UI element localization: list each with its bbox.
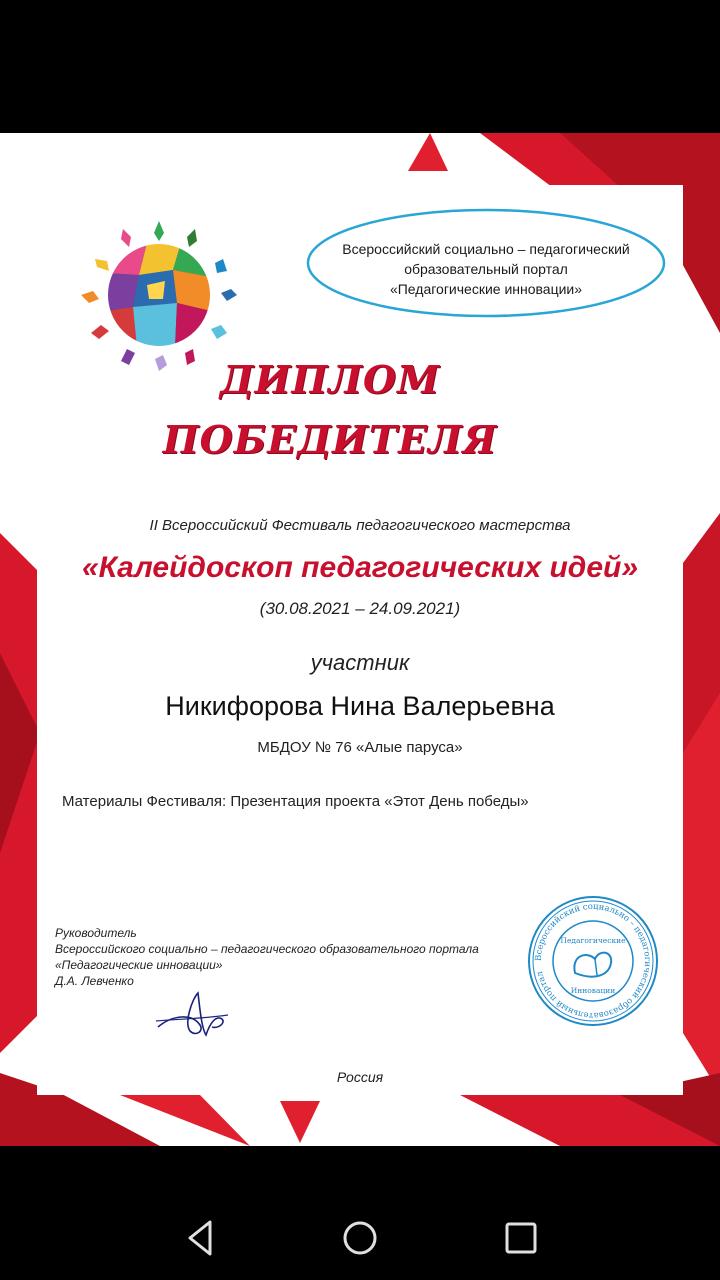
svg-text:Всероссийский социально – педа <box>534 902 652 1020</box>
stamp-center-bottom: Инновации <box>570 986 616 995</box>
handwritten-signature-icon <box>152 985 232 1045</box>
festival-dates: (30.08.2021 – 24.09.2021) <box>259 599 461 618</box>
back-triangle-icon[interactable] <box>184 1218 216 1258</box>
portal-name <box>305 239 667 299</box>
portal-stamp-icon <box>525 893 661 1029</box>
festival-name: «Калейдоскоп педагогических идей» <box>81 551 639 584</box>
image-viewer[interactable] <box>0 133 720 1146</box>
signatory-line-4: Д.А. Левченко <box>55 974 134 988</box>
awardee-name: Никифорова Нина Валерьевна <box>165 691 555 721</box>
mosaic-logo-icon <box>77 215 247 375</box>
country-label: Россия <box>336 1069 384 1085</box>
recents-square-icon[interactable] <box>504 1218 538 1258</box>
diploma-title-line-2: ПОБЕДИТЕЛЯ <box>162 417 498 462</box>
stamp-ring-text: Всероссийский социально – педагогический образовательный портал <box>533 901 653 1021</box>
stamp-center-top: Педагогические <box>560 936 626 945</box>
diploma-card <box>37 185 683 1095</box>
participant-role: участник <box>310 650 410 675</box>
festival-line: II Всероссийский Фестиваль педагогического мастерства <box>149 517 571 534</box>
signatory-line-2: Всероссийского социально – педагогического образовательного портала <box>55 942 479 956</box>
festival-materials: Материалы Фестиваля: Презентация проекта «Этот День победы» <box>62 793 529 810</box>
signatory-block <box>55 925 575 989</box>
portal-line-2: образовательный портал <box>404 261 568 277</box>
portal-line-1: Всероссийский социально – педагогический <box>342 241 630 257</box>
signatory-line-1: Руководитель <box>55 926 137 940</box>
awardee-organization: МБДОУ № 76 «Алые паруса» <box>257 739 463 756</box>
portal-line-3: «Педагогические инновации» <box>389 281 583 297</box>
diploma-title-line-1: ДИПЛОМ <box>219 357 441 402</box>
home-circle-icon[interactable] <box>342 1218 378 1258</box>
android-navigation-bar <box>0 1146 720 1280</box>
signatory-line-3: «Педагогические инновации» <box>55 958 223 972</box>
